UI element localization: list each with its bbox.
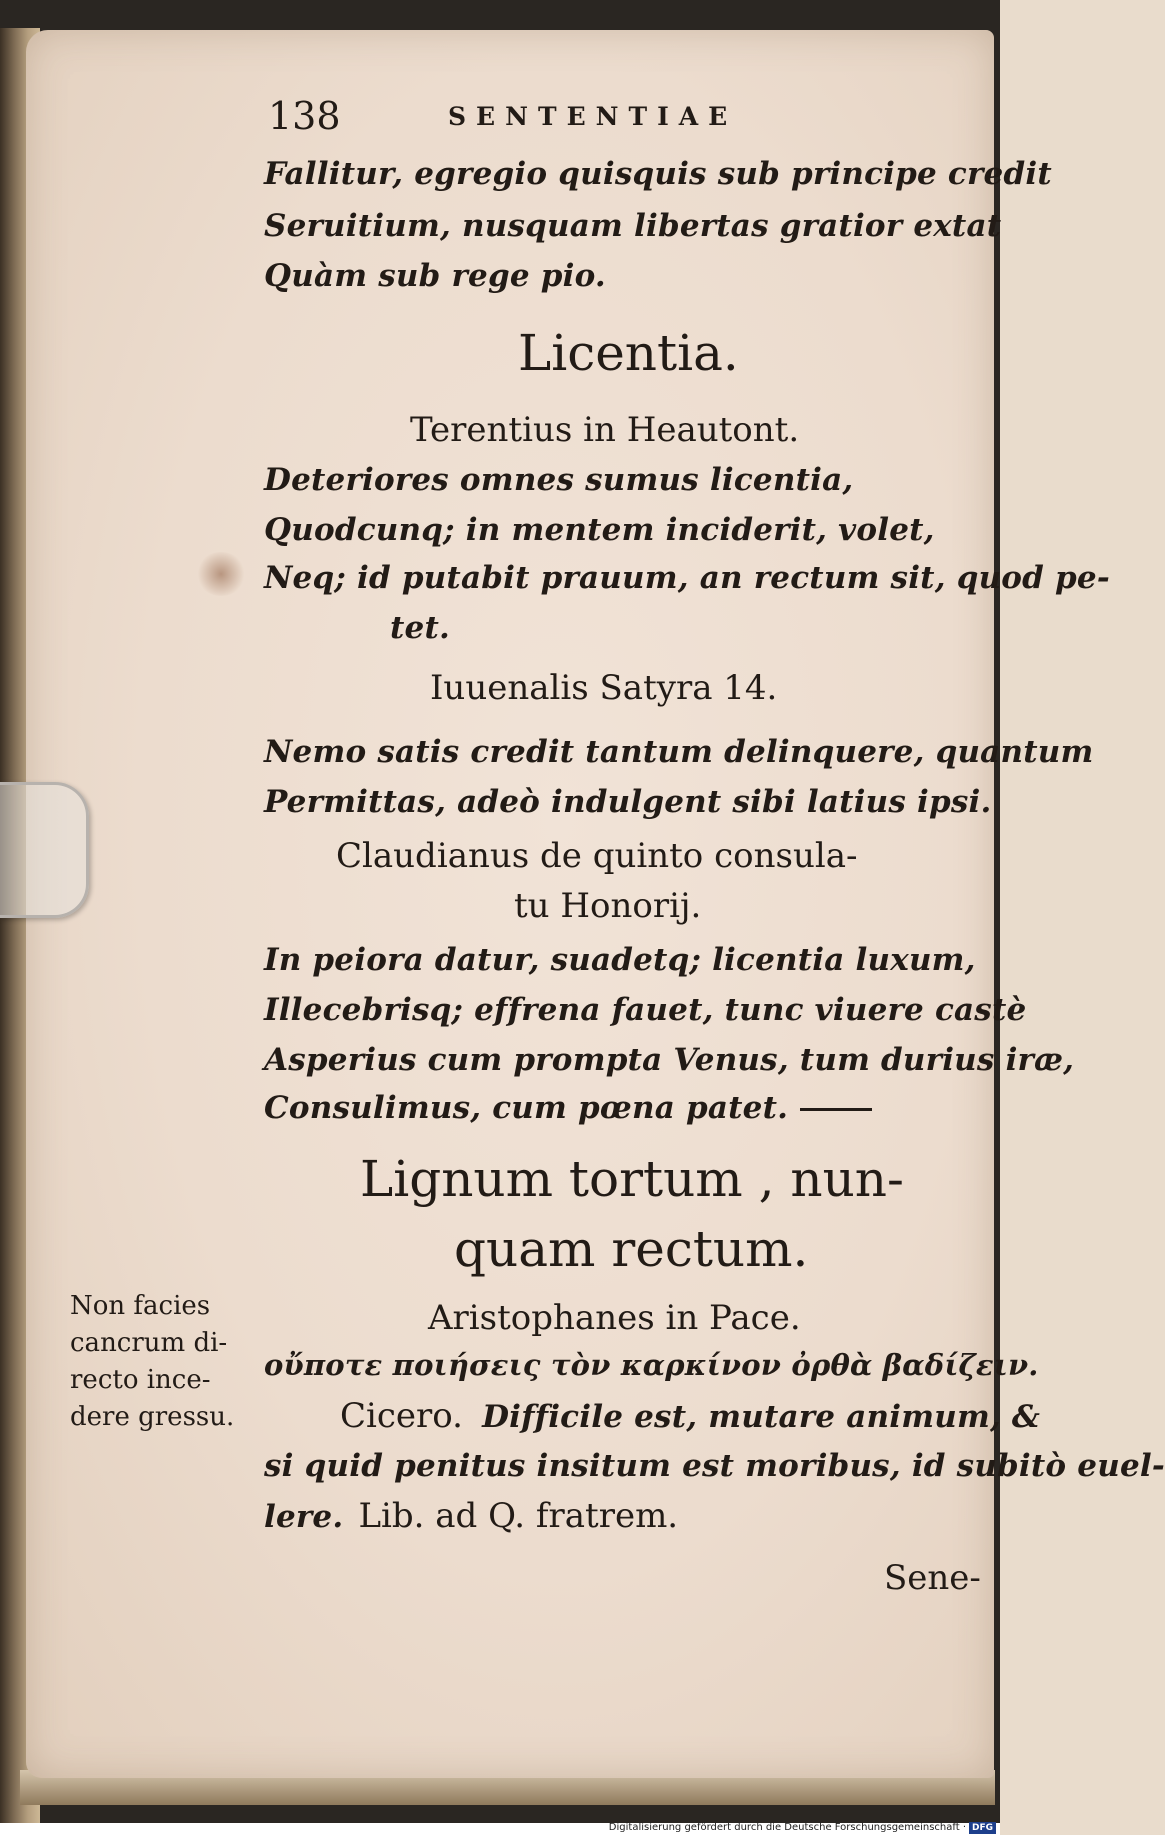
section-title-lignum-cont: quam rectum. bbox=[454, 1220, 809, 1278]
catchword: Sene- bbox=[884, 1558, 981, 1598]
verse-line: Permittas, adeò indulgent sibi latius ipsi. bbox=[264, 784, 992, 820]
dfg-logo: DFG bbox=[969, 1822, 996, 1834]
running-title: SENTENTIAE bbox=[448, 102, 738, 131]
section-title-licentia: Licentia. bbox=[518, 324, 739, 382]
verse-line: tet. bbox=[390, 610, 450, 646]
paper-stain bbox=[196, 552, 246, 596]
verse-line: In peiora datur, suadetq; licentia luxum, bbox=[264, 942, 976, 978]
verse-line: Neq; id putabit prauum, an rectum sit, quod pe- bbox=[264, 560, 1110, 596]
cicero-text: lere. bbox=[264, 1499, 344, 1535]
cicero-reference: Lib. ad Q. fratrem. bbox=[358, 1496, 679, 1536]
verse-line: Quodcunq; in mentem inciderit, volet, bbox=[264, 512, 935, 548]
page-clip bbox=[0, 782, 89, 918]
closing-dash bbox=[800, 1108, 872, 1111]
source-aristophanes: Aristophanes in Pace. bbox=[428, 1298, 801, 1338]
cicero-text: si quid penitus insitum est moribus, id subitò euel- bbox=[264, 1448, 1165, 1484]
cicero-line bbox=[340, 1396, 1040, 1436]
greek-quotation: οὔποτε ποιήσεις τὸν καρκίνον ὀρθὰ βαδίζειν. bbox=[264, 1348, 1039, 1382]
verse-line: Seruitium, nusquam libertas gratior extat bbox=[264, 208, 1002, 244]
cicero-text: Difficile est, mutare animum, & bbox=[482, 1399, 1041, 1435]
source-iuuenalis: Iuuenalis Satyra 14. bbox=[430, 668, 778, 708]
verse-line: Deteriores omnes sumus licentia, bbox=[264, 462, 854, 498]
verse-line: Asperius cum prompta Venus, tum durius iræ, bbox=[264, 1042, 1075, 1078]
verse-line: Fallitur, egregio quisquis sub principe credit bbox=[264, 156, 1052, 192]
margin-note-line: Non facies bbox=[70, 1291, 211, 1321]
source-claudianus: Claudianus de quinto consula- bbox=[336, 836, 858, 876]
cicero-reference-line bbox=[264, 1496, 678, 1536]
margin-note-line: cancrum di- bbox=[70, 1328, 228, 1358]
verse-line: Quàm sub rege pio. bbox=[264, 258, 606, 294]
verse-line: Illecebrisq; effrena fauet, tunc viuere castè bbox=[264, 992, 1027, 1028]
source-cicero: Cicero. bbox=[340, 1396, 463, 1436]
section-title-lignum: Lignum tortum , nun- bbox=[360, 1150, 904, 1208]
source-terentius: Terentius in Heautont. bbox=[410, 410, 800, 450]
digitization-credit: Digitalisierung gefördert durch die Deutsche Forschungsgemeinschaft · bbox=[608, 1822, 966, 1833]
margin-note-line: recto ince- bbox=[70, 1365, 211, 1395]
page-number: 138 bbox=[268, 94, 341, 138]
verse-line: Nemo satis credit tantum delinquere, quantum bbox=[264, 734, 1094, 770]
verse-line-last: Consulimus, cum pœna patet. bbox=[264, 1090, 872, 1126]
source-claudianus-cont: tu Honorij. bbox=[514, 886, 702, 926]
margin-note-line: dere gressu. bbox=[70, 1402, 235, 1432]
